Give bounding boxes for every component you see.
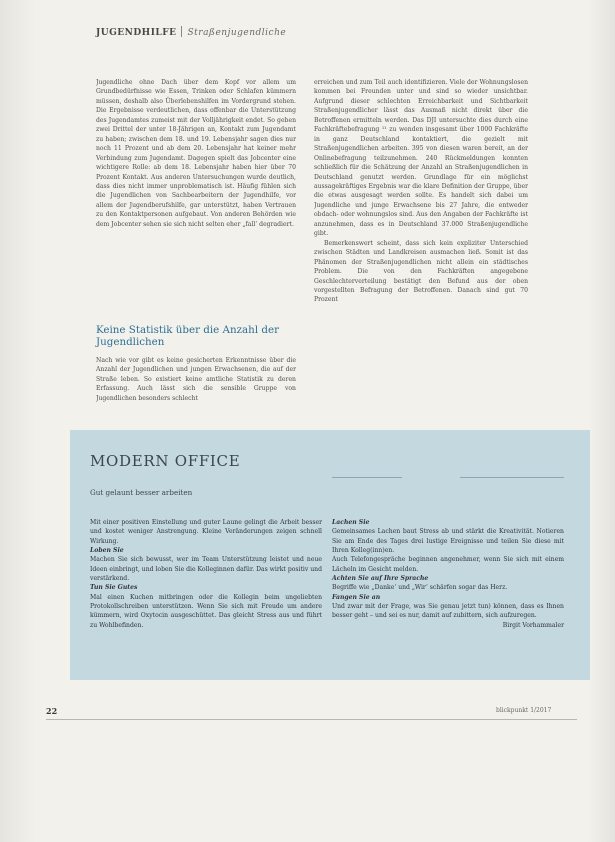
box-paragraph: Begriffe wie „Dankeʻ und „Wirʻ schärfen sogar das Herz. xyxy=(332,584,508,592)
page-shadow-right xyxy=(589,0,615,842)
box-paragraph: Machen Sie sich bewusst, wer im Team Unterstützung leistet und neue Ideen einbringt, und loben Sie die Kolleginnen dafür. Das wirkt positiv und verstärkend. xyxy=(90,556,322,583)
article-subheading: Keine Statistik über die Anzahl der Jugendlichen xyxy=(96,324,279,348)
running-header xyxy=(96,26,286,38)
box-paragraph: Auch Telefongespräche beginnen angenehmer, wenn Sie sich mit einem Lächeln im Gesicht melden. xyxy=(332,556,564,573)
article-paragraph: Bemerkenswert scheint, dass sich kein expliziter Unterschied zwischen Städten und Landkreisen ausmachen ließ. Somit ist das Phänomen der Straßenjugendlichen nicht allein ein städtisches Problem. Die von den Fachkräften angegebene Geschlechterverteilung bestätigt den Befund aus der oben vorgestellten Befragung der Betroffenen. Danach sind gut 70 Prozent xyxy=(314,239,528,304)
article-right-column xyxy=(314,78,528,416)
article-left-column-lower xyxy=(96,356,296,412)
box-paragraph: Gemeinsames Lachen baut Stress ab und stärkt die Kreativität. Notieren Sie am Ende des Tages drei lustige Ereignisse und teilen Sie diese mit Ihren Kolleg(inn)en. xyxy=(332,528,564,555)
article-left-column xyxy=(96,78,296,323)
box-tip-heading: Lachen Sie xyxy=(332,519,370,526)
article-paragraph: Jugendliche ohne Dach über dem Kopf vor allem um Grundbedürfnisse wie Essen, Trinken oder Schlafen kümmern müssen, deshalb also Überlebenshilfen im Vordergrund stehen. Die Ergebnisse verdeutlichen, dass offenbar die Unterstützung des Jugendamtes zumeist mit der Volljährigkeit endet. So geben zwei Drittel der unter 18-Jährigen an, Kontakt zum Jugendamt zu haben; zwischen dem 18. und 19. Lebensjahr sagen dies nur noch 11 Prozent und ab dem 20. Lebensjahr hat keiner mehr Verbindung zum Jugendamt. Dagegen spielt das Jobcenter eine wichtigere Rolle: ab dem 18. Lebensjahr haben hier über 70 Prozent Kontakt. Aus anderen Untersuchungen wurde deutlich, dass dies nicht immer unproblematisch ist. Häufig fühlen sich die Jugendlichen von Sachbearbeitern der Jugendhilfe, vor allem der Jugendberufshilfe, gar unterstützt, haben Vertrauen zu den Kontaktpersonen aufgebaut. Von anderen Behörden wie dem Jobcenter sehen sie sich nicht selten eher „fallʻ degradiert. xyxy=(96,79,296,228)
box-tip-heading: Loben Sie xyxy=(90,547,124,555)
box-paragraph: Mal einen Kuchen mitbringen oder die Kollegin beim ungeliebten Protokollschreiben unterstützen. Wenn Sie sich mit Freude um andere kümmern, wird Oxytocin ausgeschüttet. Das gleicht Stress aus und führt zu Wohlbefinden. xyxy=(90,593,322,629)
section-subtitle: Straßenjugendliche xyxy=(187,28,287,38)
article-paragraph: Nach wie vor gibt es keine gesicherten Erkenntnisse über die Anzahl der Jugendlichen und jungen Erwachsenen, die auf der Straße leben. So existiert keine amtliche Statistik zu deren Erfassung. Auch lässt sich die sensible Gruppe von Jugendlichen besonders schlecht xyxy=(96,357,296,402)
box-author: Birgit Vorhammaler xyxy=(502,621,564,629)
box-tip-heading: Tun Sie Gutes xyxy=(90,584,138,592)
header-divider xyxy=(181,26,182,37)
box-paragraph: Mit einer positiven Einstellung und guter Laune gelingt die Arbeit besser und kostet weniger Anstrengung. Kleine Veränderungen zeigen schnell Wirkung. xyxy=(90,519,322,545)
box-left-column xyxy=(90,518,322,630)
page-shadow-left xyxy=(0,0,44,842)
box-paragraph: Und zwar mit der Frage, was Sie genau jetzt tun) können, dass es Ihnen besser geht – und sei es nur, damit auf zubittern, sich aufzuregen. xyxy=(332,603,564,620)
box-title-rule xyxy=(460,477,564,478)
page-number: 22 xyxy=(46,706,58,716)
box-right-column xyxy=(332,518,564,630)
section-title: JUGENDHILFE xyxy=(96,28,177,38)
article-paragraph: erreichen und zum Teil auch identifizieren. Viele der Wohnungslosen kommen bei Freunden unter und sind so wieder unsichtbar. Aufgrund dieser schlechten Erreichbarkeit und Sichtbarkeit Straßenjugendlicher lässt das Ausmaß nicht direkt über die Betroffenen ermitteln werden. Das DJI untersuchte dies durch eine Fachkräftebefragung ¹¹ zu wenden insgesamt über 1000 Fachkräfte in ganz Deutschland kontaktiert, die gezielt mit Straßenjugendlichen arbeiten. 395 von diesen waren bereit, an der Onlinebefragung teilzunehmen. 240 Rückmeldungen konnten schließlich für die Schätzung der Anzahl an Straßenjugendlichen in Deutschland genutzt werden. Grundlage für ein möglichst aussagekräftiges Ergebnis war die klare Definition der Gruppe, über die etwas ausgesagt werden sollte. Es handelt sich dabei um Jugendliche und junge Erwachsene bis 27 Jahre, die entweder obdach- oder wohnungslos sind. Aus den Angaben der Fachkräfte ist anzunehmen, dass es in Deutschland 37.000 Straßenjugendliche gibt. xyxy=(314,79,528,238)
box-subtitle: Gut gelaunt besser arbeiten xyxy=(90,488,193,497)
footer-rule xyxy=(46,719,577,720)
box-title-rule xyxy=(332,477,402,478)
box-title: MODERN OFFICE xyxy=(90,452,241,470)
box-tip-heading: Achten Sie auf Ihre Sprache xyxy=(332,575,429,583)
magazine-issue: blickpunkt 1/2017 xyxy=(496,707,552,714)
info-box-modern-office xyxy=(70,430,590,680)
box-tip-heading: Fangen Sie an xyxy=(332,593,381,601)
